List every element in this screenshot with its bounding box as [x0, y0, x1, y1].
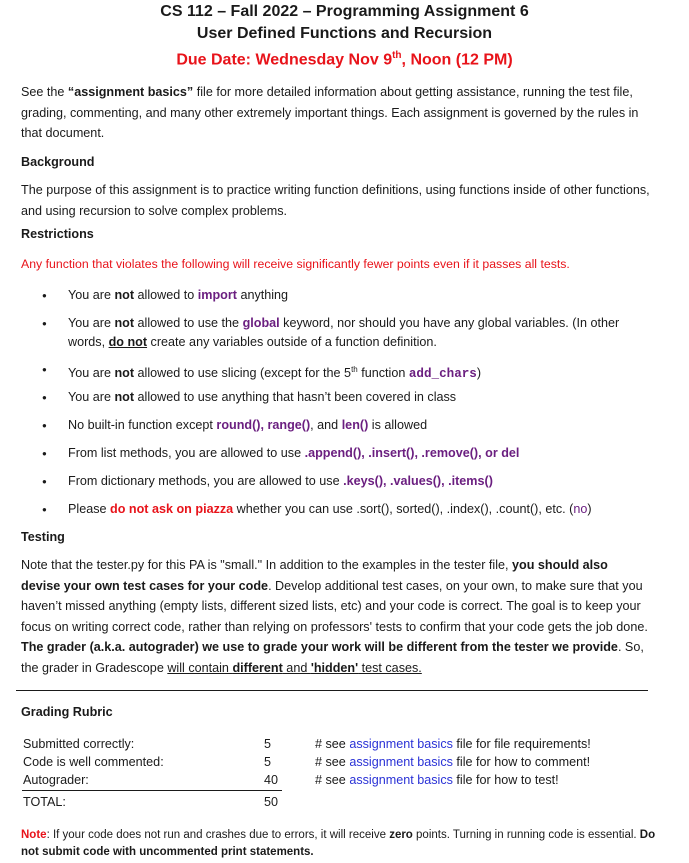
- intro-bold: “assignment basics”: [67, 85, 194, 99]
- b2-a: You are: [68, 316, 115, 330]
- t5: . So, the grader in Gradescope: [21, 640, 644, 675]
- b2-e: keyword, nor should you have any global variables. (In other words,: [68, 316, 620, 349]
- intro-c: file for more detailed information about getting assistance, running the test file, grading, commenting, and many other extremely important things. Each assignment is governed by the rules in that document.: [21, 85, 639, 140]
- t3: . Develop additional test cases, on your own, to make sure that you haven’t missed anything (empty lists, different sized lists, etc) and your code is correct. The goal is to keep your focus on writing correct code, rather than relying on professors' tests to confirm that your code gets the job done.: [21, 578, 648, 634]
- note-label: Note: [21, 829, 47, 841]
- rubric-note-b: file for how to comment!: [452, 755, 591, 769]
- b8-e: ): [587, 502, 592, 516]
- due-date-suffix: , Noon (12 PM): [401, 51, 513, 69]
- rubric-label: Autograder:: [23, 773, 89, 787]
- testing-heading: Testing: [21, 530, 65, 544]
- background-text: The purpose of this assignment is to practice writing function definitions, using functions inside of other functions, and using recursion to solve complex problems.: [21, 183, 650, 218]
- note-a: : If your code does not run and crashes due to errors, it will receive: [46, 829, 390, 841]
- t1: Note that the tester.py for this PA is "small." In addition to the examples in the tester file,: [21, 558, 513, 572]
- b7-a: From dictionary methods, you are allowed to use: [68, 474, 344, 488]
- b3-code: add_chars: [408, 367, 477, 382]
- b3-sup: th: [351, 365, 358, 374]
- b8-c: whether you can use .sort(), sorted(), .index(), .count(), etc. (: [233, 502, 574, 516]
- list-item: [68, 286, 638, 305]
- due-date-text: Due Date: Wednesday Nov 9: [176, 51, 393, 69]
- t8: and: [282, 660, 311, 675]
- b3-a: You are: [68, 366, 115, 381]
- doc-title: CS 112 – Fall 2022 – Programming Assignment 6: [160, 3, 529, 20]
- assignment-basics-link[interactable]: assignment basics: [349, 737, 453, 751]
- b2-b: not: [114, 316, 135, 330]
- b5-c: len(): [341, 418, 369, 432]
- list-item: [68, 444, 638, 463]
- due-date-sup: th: [392, 50, 402, 61]
- note-d: Do not submit code with uncommented print statements.: [21, 829, 656, 858]
- b5-d: is allowed: [368, 418, 428, 432]
- background-heading: Background: [21, 155, 95, 169]
- b4-a: You are: [68, 390, 115, 404]
- b7-b: .keys(), .values(), .items(): [343, 474, 493, 488]
- b6-b: .append(), .insert(), .remove(), or del: [304, 446, 520, 460]
- list-item: [68, 416, 638, 435]
- rubric-note: [315, 771, 559, 789]
- b8-d: no: [573, 502, 588, 516]
- rubric-label: Code is well commented:: [23, 755, 164, 769]
- t4: The grader (a.k.a. autograder) we use to grade your work will be different from the tester we provide: [21, 640, 618, 654]
- t6: will contain: [167, 660, 233, 675]
- assignment-basics-link[interactable]: assignment basics: [349, 773, 453, 787]
- b8-b: do not ask on piazza: [110, 502, 234, 516]
- b2-g: create any variables outside of a function definition.: [147, 335, 437, 349]
- list-item: [68, 472, 638, 491]
- rubric-points: 5: [264, 737, 272, 751]
- b1-e: anything: [236, 288, 289, 302]
- rubric-label: Submitted correctly:: [23, 737, 135, 751]
- note-paragraph: [21, 827, 661, 861]
- note-b: zero: [389, 829, 413, 841]
- b2-d: global: [242, 316, 280, 330]
- list-item: [68, 500, 638, 519]
- rubric-note-b: file for file requirements!: [452, 737, 591, 751]
- t10: test cases.: [358, 660, 422, 675]
- total-divider: [22, 790, 282, 791]
- testing-paragraph: [21, 555, 649, 678]
- b2-c: allowed to use the: [134, 316, 243, 330]
- b5-b: round(), range(): [216, 418, 311, 432]
- b1-d: import: [197, 288, 237, 302]
- b1-b: not: [114, 288, 135, 302]
- rubric-points: 40: [264, 773, 279, 787]
- rubric-note-a: # see: [315, 755, 350, 769]
- rubric-note: [315, 753, 590, 771]
- intro-a: See the: [21, 85, 68, 99]
- list-item: [68, 388, 638, 407]
- due-date: [0, 45, 689, 71]
- b5-a: No built-in function except: [68, 418, 217, 432]
- b4-b: not: [114, 390, 135, 404]
- b1-a: You are: [68, 288, 115, 302]
- intro-paragraph: [21, 82, 651, 144]
- b3-d: function: [357, 366, 409, 381]
- t2: you should also devise your own test cases for your code: [21, 558, 608, 593]
- rubric-total-label: TOTAL:: [23, 795, 66, 809]
- restrictions-heading: Restrictions: [21, 227, 94, 241]
- doc-subtitle: User Defined Functions and Recursion: [196, 25, 493, 42]
- b8-a: Please: [68, 502, 111, 516]
- b4-c: allowed to use anything that hasn’t been covered in class: [134, 390, 457, 404]
- b5-comma: , and: [310, 418, 342, 432]
- assignment-basics-link[interactable]: assignment basics: [349, 755, 453, 769]
- restrictions-warning: Any function that violates the following will receive significantly fewer points even if it passes all tests.: [21, 257, 570, 271]
- list-item: [68, 360, 638, 384]
- note-c: points. Turning in running code is essential.: [412, 829, 640, 841]
- rubric-note-b: file for how to test!: [452, 773, 559, 787]
- rubric-heading: Grading Rubric: [21, 705, 113, 719]
- b3-c: allowed to use slicing (except for the 5: [134, 366, 352, 381]
- rubric-points: 5: [264, 755, 272, 769]
- rubric-note: [315, 735, 591, 753]
- t9: 'hidden': [310, 660, 359, 675]
- rubric-total-points: 50: [264, 795, 279, 809]
- b3-f: ): [476, 366, 482, 381]
- t-underlined: [167, 661, 421, 675]
- section-divider: [16, 690, 648, 691]
- b2-f: do not: [108, 335, 148, 349]
- rubric-note-a: # see: [315, 737, 350, 751]
- t7: different: [232, 660, 283, 675]
- b6-a: From list methods, you are allowed to use: [68, 446, 305, 460]
- b3-b: not: [114, 366, 135, 381]
- b1-c: allowed to: [134, 288, 198, 302]
- rubric-note-a: # see: [315, 773, 350, 787]
- list-item: [68, 314, 638, 352]
